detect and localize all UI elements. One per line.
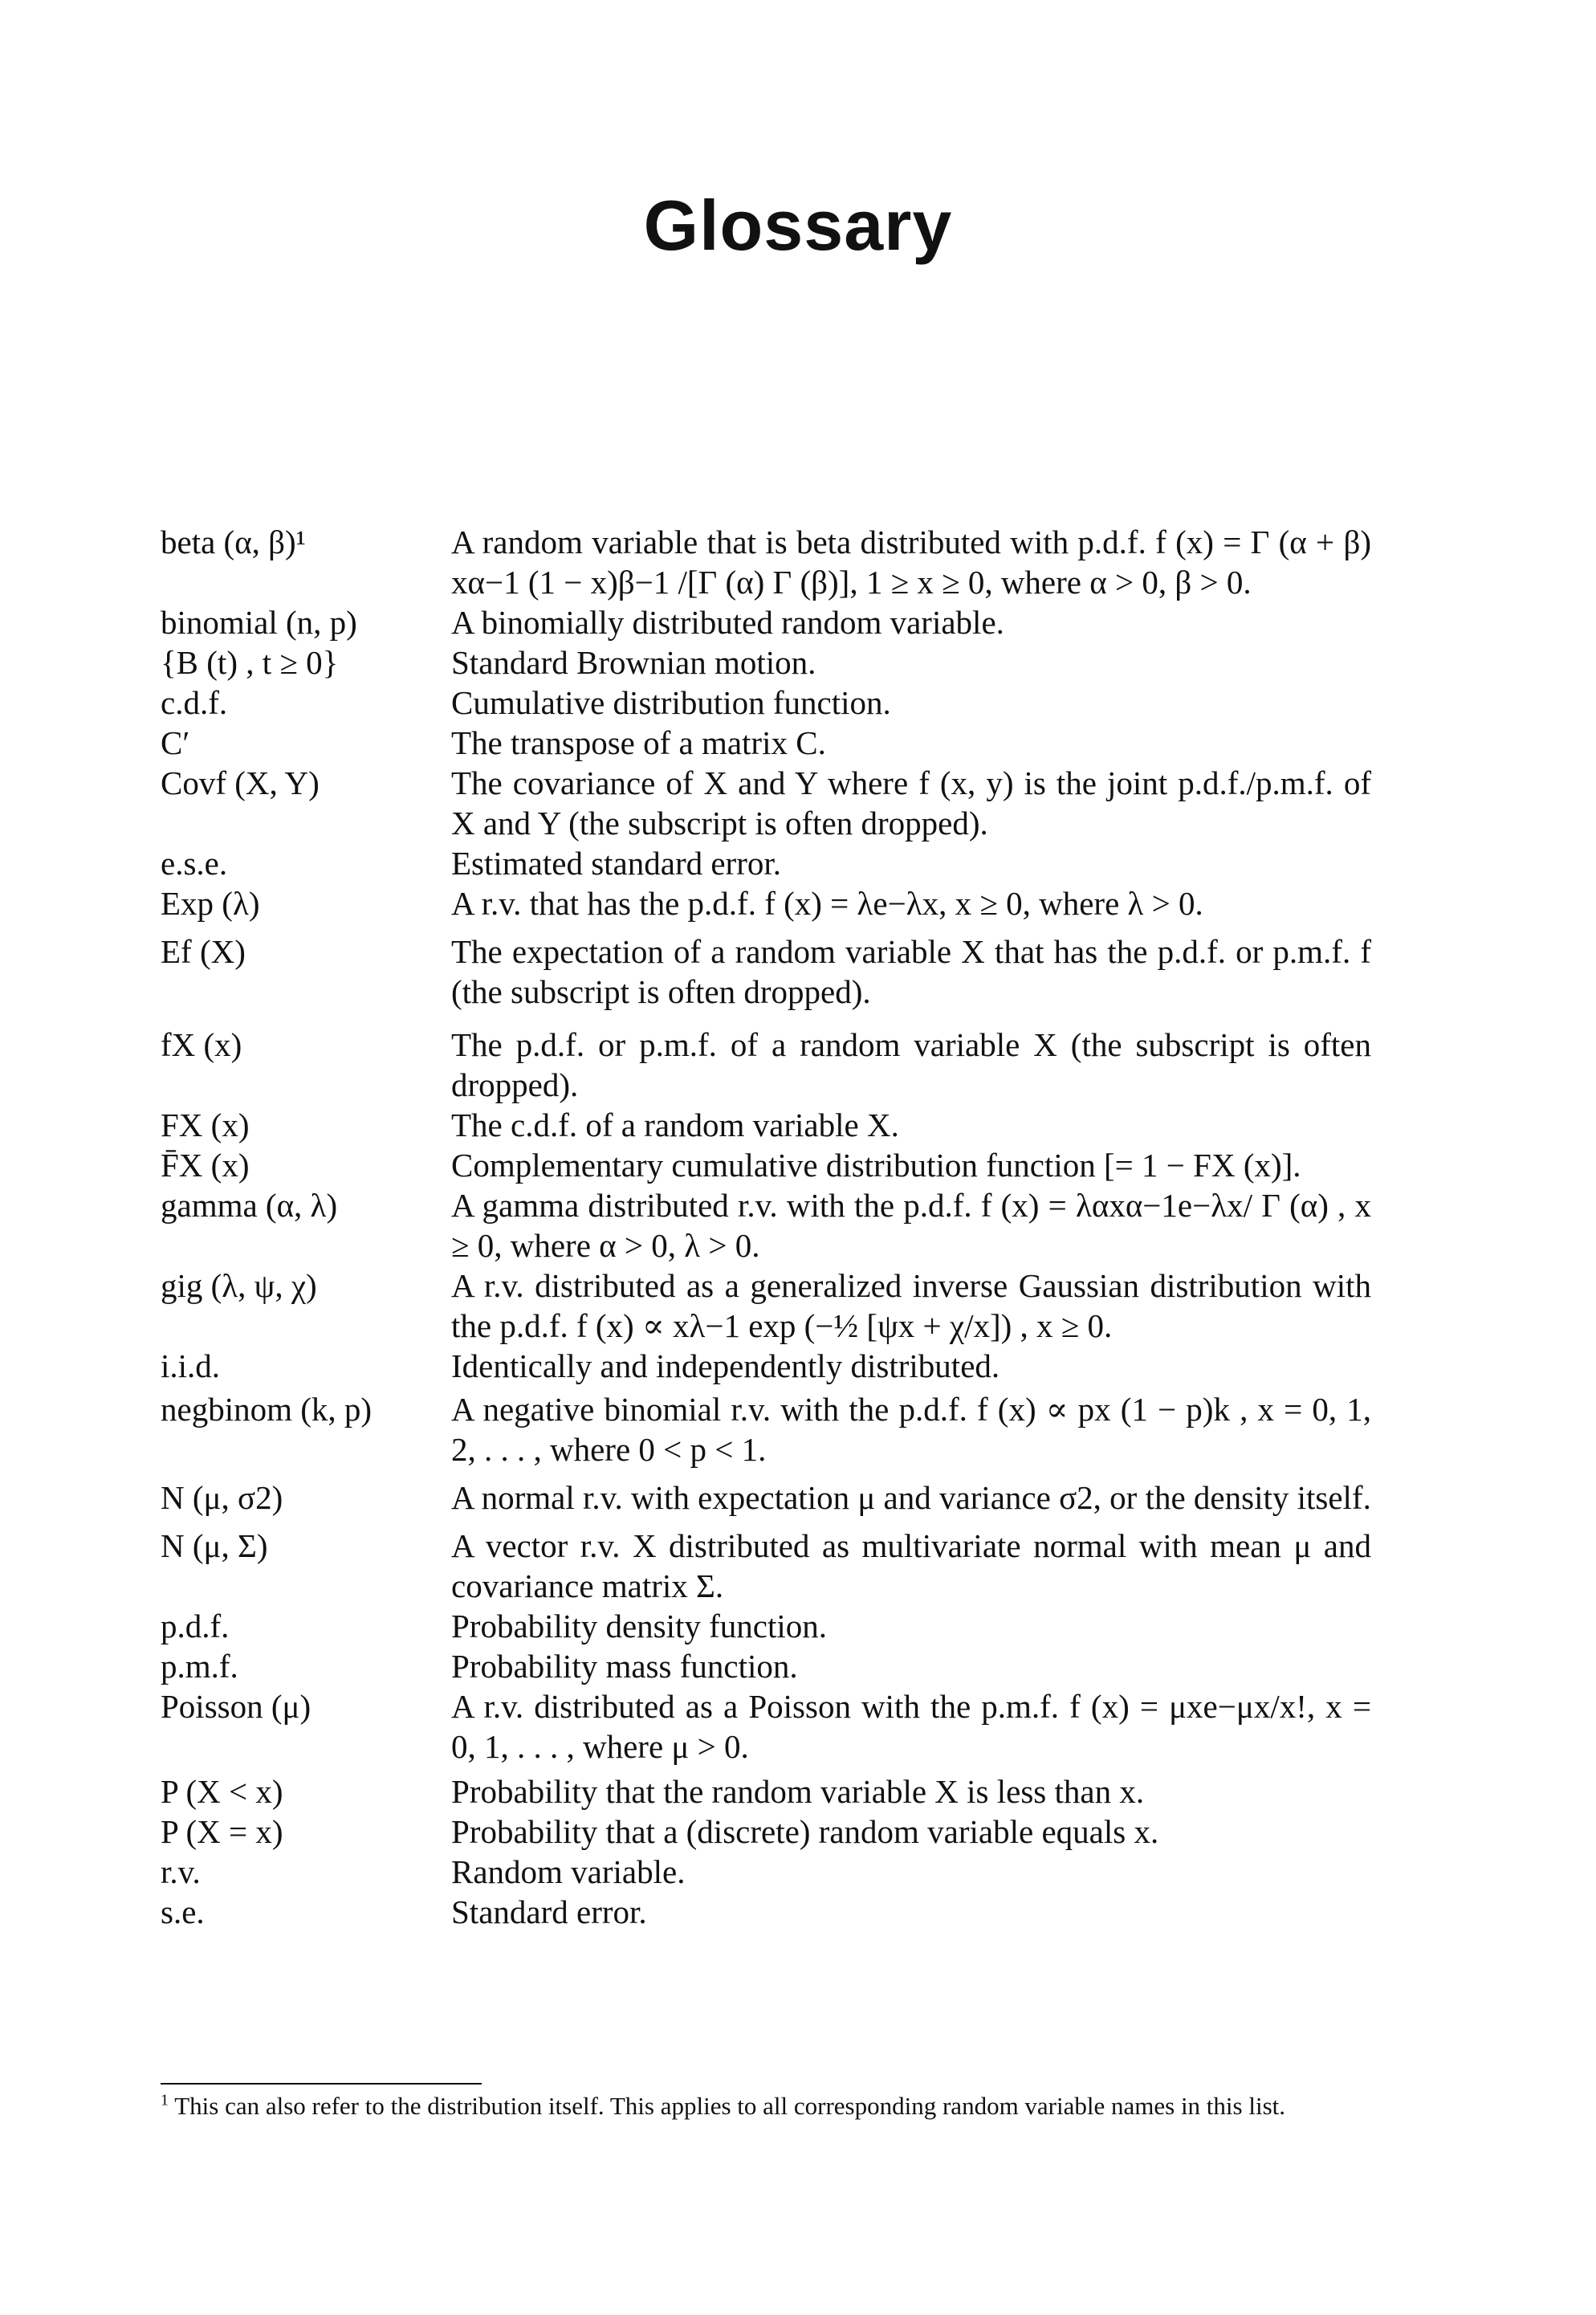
glossary-entry	[161, 1606, 1371, 1646]
glossary-entry	[161, 1185, 1371, 1266]
glossary-definition: Random variable.	[451, 1853, 686, 1890]
glossary-definition: A negative binomial r.v. with the p.d.f. f (x) ∝ px (1 − p)k , x = 0, 1, 2, . . . , where 0 < p < 1.	[451, 1391, 1371, 1468]
glossary-term: gamma (α, λ)	[161, 1187, 338, 1224]
glossary-definition: Probability mass function.	[451, 1648, 798, 1685]
glossary-definition: The p.d.f. or p.m.f. of a random variable X (the subscript is often dropped).	[451, 1026, 1371, 1103]
glossary-entry	[161, 1686, 1371, 1767]
glossary-term: p.d.f.	[161, 1608, 230, 1645]
glossary-term: Exp (λ)	[161, 885, 260, 922]
glossary-definition: A r.v. that has the p.d.f. f (x) = λe−λx, x ≥ 0, where λ > 0.	[451, 885, 1203, 922]
glossary-entry	[161, 1646, 1371, 1686]
glossary-term: F̄X (x)	[161, 1147, 250, 1184]
glossary-definition: Probability that a (discrete) random variable equals x.	[451, 1813, 1159, 1850]
glossary-term: N (μ, σ2)	[161, 1479, 283, 1516]
page-title: Glossary	[643, 185, 953, 265]
glossary-definition: A vector r.v. X distributed as multivariate normal with mean μ and covariance matrix Σ.	[451, 1527, 1371, 1604]
glossary-entry	[161, 1266, 1371, 1346]
glossary-definition: A r.v. distributed as a generalized inverse Gaussian distribution with the p.d.f. f (x) ∝ xλ−1 exp (−½ [ψx + χ/x]) , x ≥ 0.	[451, 1267, 1371, 1344]
glossary-entry	[161, 1389, 1371, 1469]
glossary-entry	[161, 1105, 1371, 1145]
glossary-definition: A binomially distributed random variable.	[451, 604, 1004, 641]
glossary-entry	[161, 1526, 1371, 1606]
glossary-entry	[161, 683, 1371, 723]
glossary-entry	[161, 1025, 1371, 1105]
glossary-term: s.e.	[161, 1893, 205, 1930]
glossary-term: C′	[161, 724, 190, 761]
glossary-term: Ef (X)	[161, 933, 246, 970]
glossary-entry	[161, 883, 1371, 923]
footnote-divider	[161, 2083, 482, 2085]
glossary-term: {B (t) , t ≥ 0}	[161, 644, 339, 681]
glossary-entry	[161, 1812, 1371, 1852]
glossary-entry	[161, 1477, 1371, 1518]
glossary-definition: A r.v. distributed as a Poisson with the p.m.f. f (x) = μxe−μx/x!, x = 0, 1, . . . , where μ > 0.	[451, 1688, 1371, 1765]
glossary-entry	[161, 1852, 1371, 1892]
glossary-term: gig (λ, ψ, χ)	[161, 1267, 317, 1304]
glossary-definition: Cumulative distribution function.	[451, 684, 891, 721]
footnote	[161, 2090, 1381, 2122]
glossary-definition: Standard Brownian motion.	[451, 644, 816, 681]
glossary-term: Poisson (μ)	[161, 1688, 311, 1725]
glossary-term: P (X = x)	[161, 1813, 283, 1850]
glossary-definition: Estimated standard error.	[451, 845, 782, 882]
glossary-term: i.i.d.	[161, 1347, 221, 1384]
glossary-entry	[161, 1892, 1371, 1932]
glossary-term: Covf (X, Y)	[161, 764, 320, 801]
glossary-term: binomial (n, p)	[161, 604, 357, 641]
glossary-term: e.s.e.	[161, 845, 228, 882]
glossary-definition: Identically and independently distributed.	[451, 1347, 1000, 1384]
glossary-definition: Complementary cumulative distribution function [= 1 − FX (x)].	[451, 1147, 1301, 1184]
glossary-definition: The transpose of a matrix C.	[451, 724, 826, 761]
glossary-entry	[161, 1145, 1371, 1185]
glossary-definition: The c.d.f. of a random variable X.	[451, 1107, 899, 1143]
glossary-definition: A gamma distributed r.v. with the p.d.f. f (x) = λαxα−1e−λx/ Γ (α) , x ≥ 0, where α > 0, λ > 0.	[451, 1187, 1371, 1264]
footnote-text: This can also refer to the distribution itself. This applies to all corresponding random variable names in this list.	[174, 2092, 1286, 2120]
glossary-definition: A random variable that is beta distributed with p.d.f. f (x) = Γ (α + β) xα−1 (1 − x)β−1 /[Γ (α) Γ (β)], 1 ≥ x ≥ 0, where α > 0, β > 0.	[451, 524, 1371, 601]
glossary-definition: The expectation of a random variable X that has the p.d.f. or p.m.f. f (the subscript is often dropped).	[451, 933, 1371, 1010]
footnote-marker: 1	[161, 2091, 169, 2109]
glossary-definition: Probability density function.	[451, 1608, 828, 1645]
glossary-entry	[161, 723, 1371, 763]
glossary-entry	[161, 1771, 1371, 1812]
glossary-term: FX (x)	[161, 1107, 250, 1143]
glossary-term: P (X < x)	[161, 1773, 283, 1810]
glossary-term: fX (x)	[161, 1026, 242, 1063]
glossary-definition: The covariance of X and Y where f (x, y) is the joint p.d.f./p.m.f. of X and Y (the subscript is often dropped).	[451, 764, 1371, 842]
glossary-list	[161, 522, 1371, 1932]
glossary-entry	[161, 763, 1371, 843]
glossary-term: c.d.f.	[161, 684, 228, 721]
glossary-term: negbinom (k, p)	[161, 1391, 373, 1428]
glossary-entry	[161, 843, 1371, 883]
glossary-entry	[161, 602, 1371, 642]
glossary-term: r.v.	[161, 1853, 201, 1890]
glossary-entry	[161, 931, 1371, 1012]
glossary-entry	[161, 522, 1371, 602]
glossary-entry	[161, 642, 1371, 683]
glossary-term: p.m.f.	[161, 1648, 238, 1685]
glossary-term: N (μ, Σ)	[161, 1527, 268, 1564]
glossary-definition: Probability that the random variable X is less than x.	[451, 1773, 1145, 1810]
glossary-term: beta (α, β)¹	[161, 524, 306, 560]
glossary-definition: Standard error.	[451, 1893, 647, 1930]
glossary-entry	[161, 1346, 1371, 1386]
glossary-definition: A normal r.v. with expectation μ and variance σ2, or the density itself.	[451, 1479, 1371, 1516]
